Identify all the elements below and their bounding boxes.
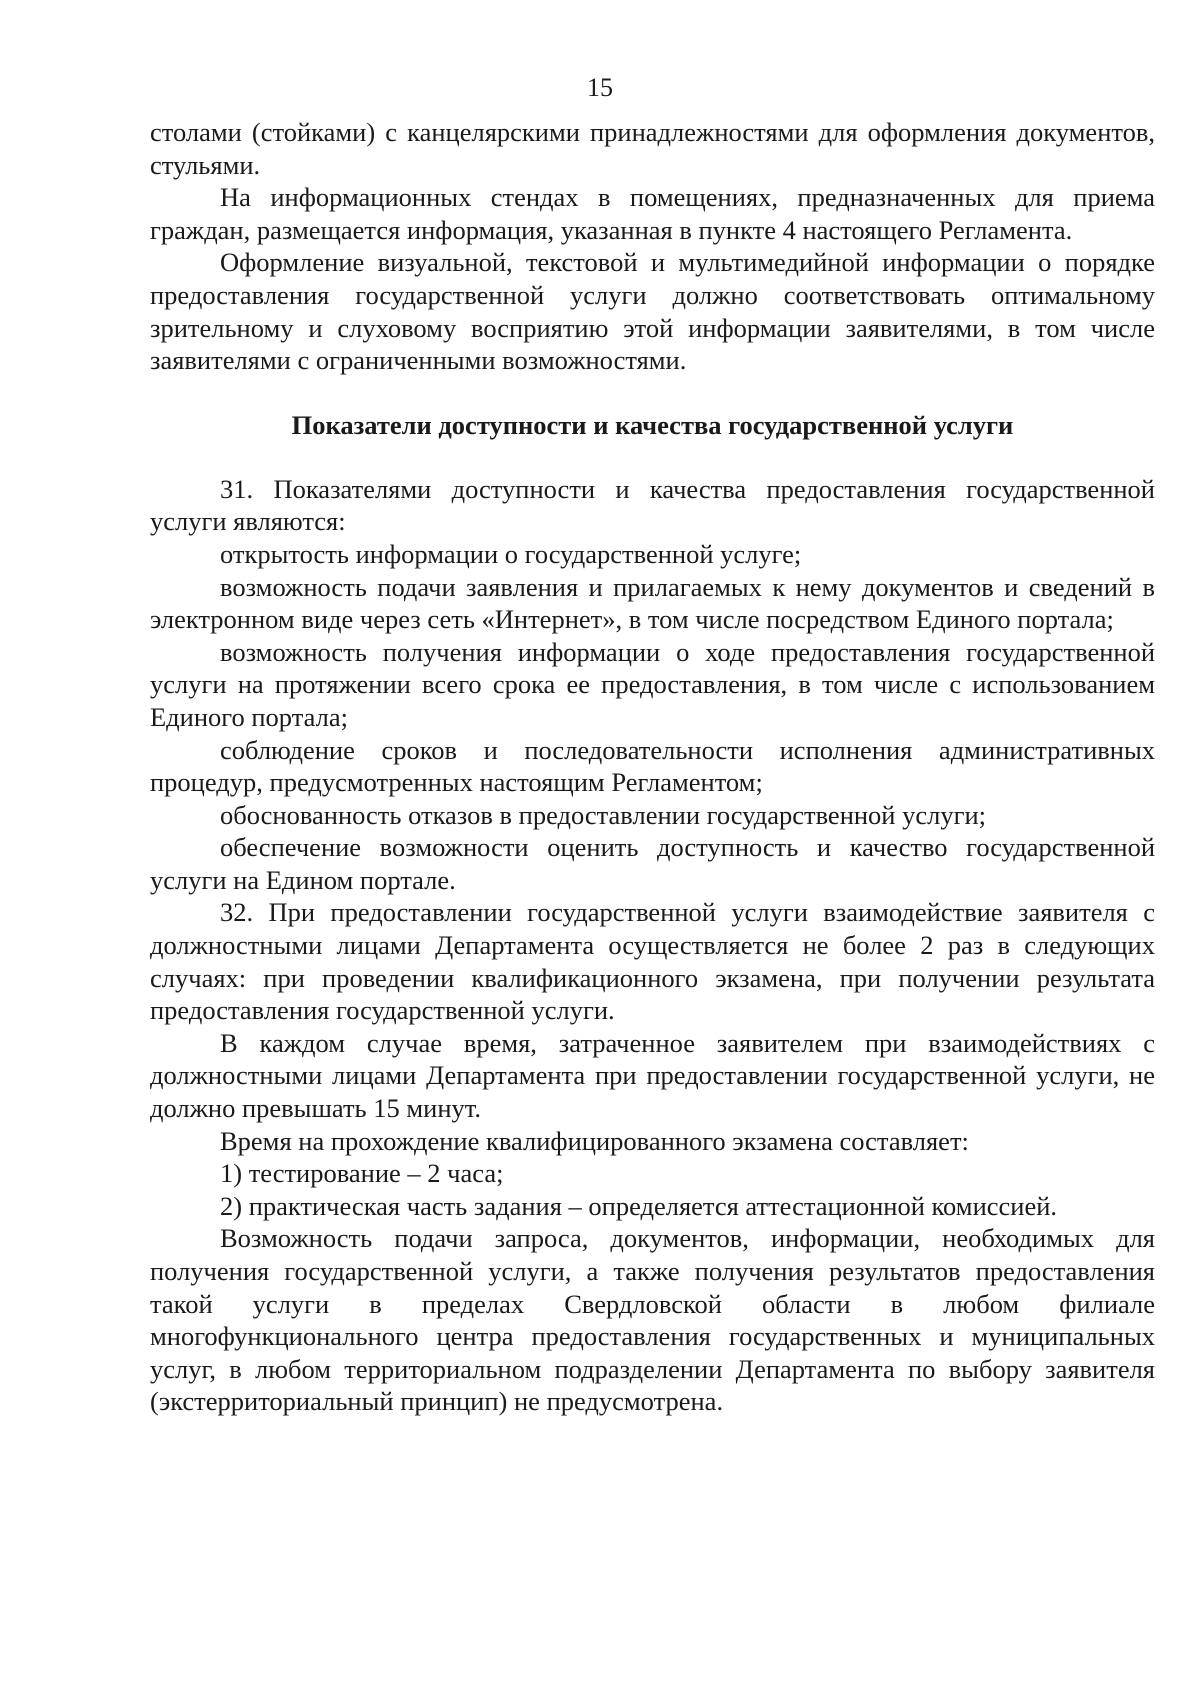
paragraph-practical-part: 2) практическая часть задания – определяется аттестационной комиссией. <box>220 1190 1058 1221</box>
section-heading: Показатели доступности и качества государственной услуги <box>291 409 1014 440</box>
paragraph-extraterritorial: Возможность подачи запроса, документов, информации, необходимых для получения государственной услуги, а также получения результатов предоставления такой услуги в пределах Свердловской области в любом филиале многофункционального центра предоставления государственных и муниципальных услуг, в любом территориальном подразделении Департамента по выбору заявителя (экстерриториальный принцип) не предусмотрена. <box>150 1223 1155 1417</box>
paragraph-exam-time: Время на прохождение квалифицированного экзамена составляет: <box>220 1125 969 1156</box>
page-number: 15 <box>587 73 613 102</box>
paragraph-item-32: 32. При предоставлении государственной услуги взаимодействие заявителя с должностными лицами Департамента осуществляется не более 2 раз в следующих случаях: при проведении квалификационного экзамена, при получении результата предоставления государственной услуги. <box>150 897 1155 1026</box>
paragraph-electronic-submission: возможность подачи заявления и прилагаемых к нему документов и сведений в электронном виде через сеть «Интернет», в том числе посредством Единого портала; <box>150 571 1155 635</box>
paragraph-info-stands: На информационных стендах в помещениях, предназначенных для приема граждан, размещается информация, указанная в пункте 4 настоящего Регламента. <box>150 182 1155 245</box>
paragraph-testing: 1) тестирование – 2 часа; <box>220 1158 504 1189</box>
paragraph-refusals: обоснованность отказов в предоставлении государственной услуги; <box>220 799 987 830</box>
document-body <box>150 116 1155 1418</box>
paragraph-quality-rating: обеспечение возможности оценить доступность и качество государственной услуги на Едином портале. <box>150 832 1155 895</box>
paragraph-continuation: столами (стойками) с канцелярскими принадлежностями для оформления документов, стульями. <box>150 117 1155 180</box>
paragraph-visual-info: Оформление визуальной, текстовой и мультимедийной информации о порядке предоставления государственной услуги должно соответствовать оптимальному зрительному и слуховому восприятию этой информации заявителями, в том числе заявителями с ограниченными возможностями. <box>150 247 1155 376</box>
paragraph-deadlines: соблюдение сроков и последовательности исполнения административных процедур, предусмотренных настоящим Регламентом; <box>150 734 1155 798</box>
paragraph-time-limit: В каждом случае время, затраченное заявителем при взаимодействиях с должностными лицами Департамента при предоставлении государственной услуги, не должно превышать 15 минут. <box>150 1027 1155 1124</box>
paragraph-openness: открытость информации о государственной услуге; <box>220 538 802 569</box>
paragraph-progress-info: возможность получения информации о ходе предоставления государственной услуги на протяжении всего срока ее предоставления, в том числе с использованием Единого портала; <box>150 636 1155 732</box>
paragraph-item-31: 31. Показателями доступности и качества предоставления государственной услуги являются: <box>150 473 1155 537</box>
